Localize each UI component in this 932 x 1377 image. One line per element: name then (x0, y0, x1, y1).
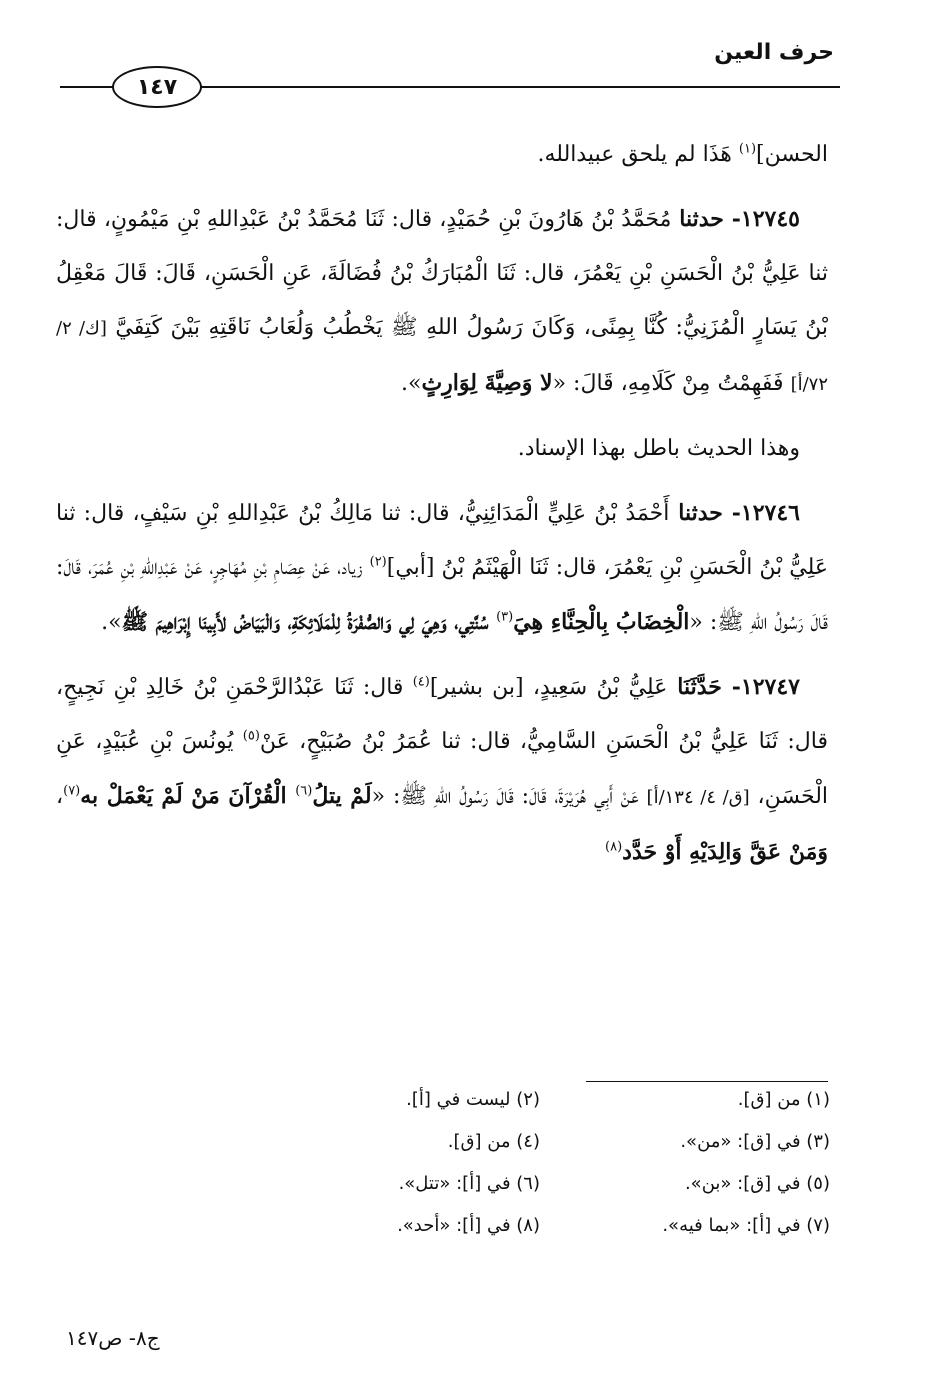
hadith-12745 (56, 192, 828, 412)
text-run: الحسن] (756, 142, 828, 167)
footnote-marker: (٤) (412, 674, 430, 690)
matn-text: لا وَصِيَّةَ لِوَارِثٍ (421, 370, 553, 396)
footnote: (٥) في [ق]: «بن». (684, 1172, 830, 1194)
haddathana-word: حدثنا (669, 500, 732, 526)
footnote: (٢) ليست في [أ]. (406, 1088, 540, 1110)
footnote-marker: (٨) (605, 839, 623, 855)
isnad-text: مُحَمَّدُ بْنُ هَارُونَ بْنِ حُمَيْدٍ، قال: ثَنَا مُحَمَّدُ بْنُ عَبْدِاللهِ بْنِ مَيْمُونٍ، قال: ثنا عَلِيُّ بْنُ الْحَسَنِ بْنِ يَعْمُرَ، قال: ثَنَا الْمُبَارَكُ بْنُ فُضَالَةَ، عَنِ الْحَسَنِ، قَالَ: قَالَ مَعْقِلُ بْنُ يَسَارٍ الْمُزَنِيُّ: كُنَّا بِمِنًى، وَكَانَ رَسُولُ اللهِ ﷺ يَخْطُبُ وَلُعَابُ نَاقَتِهِ بَيْنَ كَتِفَيَّ (56, 207, 828, 340)
page-number-oval (112, 66, 202, 108)
footnote-marker: (٣) (496, 609, 514, 625)
footnote-row (250, 1078, 830, 1120)
footnote-row (250, 1204, 830, 1246)
footnote: (٣) في [ق]: «من». (680, 1130, 830, 1152)
footnote-row (250, 1162, 830, 1204)
matn-text: الْقُرْآنَ مَنْ لَمْ يَعْمَلْ به (80, 783, 296, 809)
footnote: (٤) من [ق]. (447, 1130, 540, 1152)
footnote: (٦) في [أ]: «تتل». (398, 1172, 540, 1194)
text-run: هَذَا لم يلحق عبيدالله. (537, 142, 739, 167)
haddathana-word: حَدَّثَنَا (667, 674, 732, 700)
footnote-marker: (٦) (295, 783, 313, 799)
running-header-title: حرف العين (714, 40, 834, 65)
matn-text: وَمَنْ عَقَّ وَالِدَيْهِ أَوْ حَدَّد (622, 839, 828, 865)
manuscript-ref: [ق/ ٤/ ١٣٤/أ] (646, 787, 750, 808)
footnote-marker: (٥) (242, 728, 260, 744)
matn-text: سُنَّتِي، وَهِيَ لِي وَالصُّفْرَةُ لِلْمَلَائِكَةِ، وَالْبَيَاضُ لأَبِينَا إِبْرَاهِيمَ ﷺ (121, 609, 497, 635)
footnote-row (250, 1120, 830, 1162)
manuscript-ref: [ك/ ٢/ ٧٢/أ] (56, 318, 828, 395)
footnote: (٨) في [أ]: «أحد». (397, 1214, 540, 1236)
footnotes (250, 1078, 830, 1246)
footnote: (١) من [ق]. (737, 1088, 830, 1110)
footnote-marker: (٧) (63, 783, 81, 799)
text-run: ». (401, 371, 422, 396)
isnad-text: أَحْمَدُ بْنُ عَلِيٍّ الْمَدَائِنِيُّ، قال: ثنا مَالِكُ بْنُ عَبْدِاللهِ بْنِ سَيْفٍ، قال: ثنا عَلِيُّ بْنُ الْحَسَنِ بْنِ يَعْمُرَ، قال: ثَنَا الْهَيْثَمُ بْنُ [أبي] (56, 501, 829, 580)
text-run: قال: ثَنَا عَبْدُالرَّحْمَنِ بْنُ خَالِدِ بْنِ نَجِيحٍ، قال: ثَنَا عَلِيُّ بْنُ الْحَسَنِ السَّامِيُّ، قال: ثنا عُمَرُ بْنُ صُبَيْحٍ، عَنْ (56, 675, 828, 754)
text-run: زياد، عَنْ عِصَامِ بْنِ مُهَاجِرٍ، عَنْ عَبْدِاللهِ بْنِ عُمَرَ، قَالَ: قَالَ رَسُولُ اللهِ ﷺ: « (56, 555, 828, 635)
hadith-12746 (56, 486, 828, 650)
volume-page-signature: ج٨- ص١٤٧ (66, 1326, 160, 1350)
text-run: ». (101, 610, 122, 635)
text-run: ، (56, 784, 64, 809)
comment-paragraph: وهذا الحديث باطل بهذا الإسناد. (517, 436, 800, 461)
paragraph-continuation (56, 128, 828, 182)
text-run: يُونُسَ بْنِ عُبَيْدٍ، عَنِ الْحَسَنِ، (56, 729, 829, 809)
matn-text: الْخِضَابُ بِالْحِنَّاءِ هِيَ (513, 609, 690, 635)
main-text (56, 128, 828, 890)
haddathana-word: حدثنا (671, 206, 732, 232)
matn-text: لَمْ يتلُ (312, 783, 372, 809)
footnote-marker: (٢) (369, 554, 387, 570)
text-run: فَفَهِمْتُ مِنْ كَلَامِهِ، قَالَ: « (552, 371, 791, 396)
hadith-number: ١٢٧٤٥- (731, 206, 800, 232)
text-run: عَنْ أَبِي هُرَيْرَةَ، قَالَ: قَالَ رَسُولُ اللهِ ﷺ: « (371, 784, 647, 809)
hadith-12747 (56, 660, 828, 880)
footnote-marker: (١) (738, 141, 757, 157)
hadith-number: ١٢٧٤٧- (731, 674, 800, 700)
isnad-text: عَلِيُّ بْنُ سَعِيدٍ، [بن بشير] (429, 675, 668, 700)
footnote: (٧) في [أ]: «بما فيه». (662, 1214, 830, 1236)
page-number: ١٤٧ (136, 74, 178, 100)
hadith-number: ١٢٧٤٦- (731, 500, 800, 526)
